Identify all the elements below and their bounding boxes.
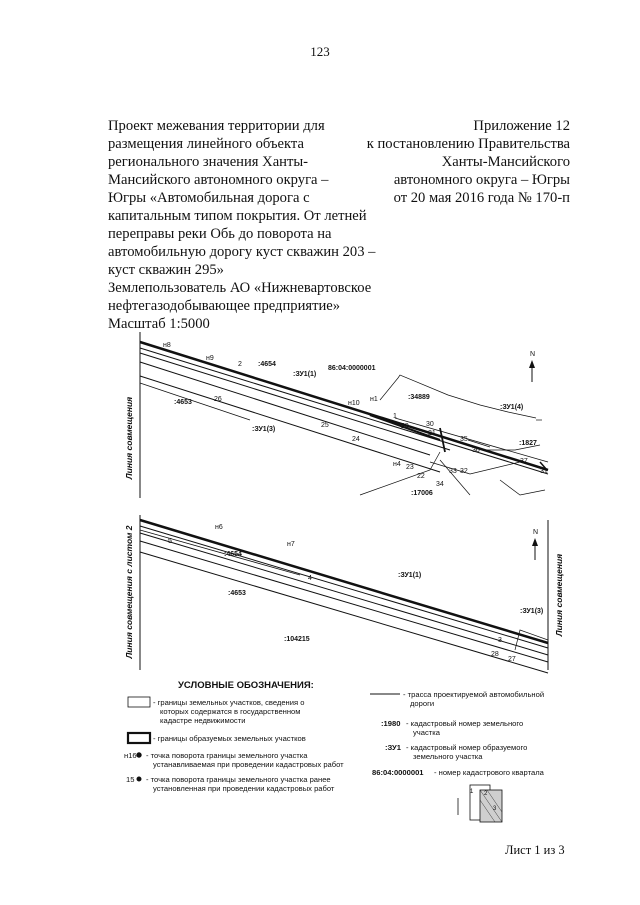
legend-text: установленная при проведении кадастровых работ (153, 784, 335, 793)
legend-item-new-parcel-number (406, 743, 527, 761)
appendix-line: Приложение 12 (473, 118, 570, 134)
appendix-line: к постановлению Правительства (366, 136, 570, 152)
legend-text: - трасса проектируемой автомобильной (403, 690, 545, 699)
point-label: 26 (214, 396, 222, 403)
point-label: н6 (215, 524, 223, 531)
land-user-line: Землепользователь АО «Нижневартовское (108, 280, 372, 296)
new-parcel-label: :ЗУ1(1) (293, 371, 317, 378)
title-line: размещения линейного объекта (108, 136, 304, 152)
legend-text: устанавливаемая при проведении кадастровых работ (153, 760, 344, 769)
legend-text: - точка поворота границы земельного участка (146, 751, 308, 760)
point-label: 3 (498, 637, 502, 644)
point-label: 21 (428, 430, 436, 437)
legend-item-quarter: - номер кадастрового квартала (434, 768, 544, 777)
legend-parcel-code: :1980 (381, 719, 401, 728)
legend-old-point-code: 15 (126, 775, 135, 784)
legend-item-new: - границы образуемых земельных участков (153, 734, 306, 743)
appendix-line: от 20 мая 2016 года № 170-п (393, 190, 570, 206)
point-label: 30 (426, 421, 434, 428)
new-parcel-label: :ЗУ1(4) (500, 404, 524, 411)
point-label: н1 (370, 396, 378, 403)
old-point-symbol (137, 777, 141, 781)
new-parcel-symbol (128, 733, 150, 743)
parcel-number: :1827 (519, 440, 537, 447)
road-boundary (140, 342, 548, 470)
north-label: N (533, 529, 539, 536)
land-user-line: нефтегазодобывающее предприятие» (108, 298, 341, 314)
point-label: 4 (308, 575, 312, 582)
existing-parcel-symbol (128, 697, 150, 707)
point-label: н9 (206, 355, 214, 362)
map-bottom (124, 515, 564, 673)
point-label: 1 (393, 413, 397, 420)
parcel-number: :34889 (408, 394, 430, 401)
point-label: 35 (460, 436, 468, 443)
cadastral-quarter: 86:04:0000001 (328, 365, 376, 372)
parcel-number: :4653 (174, 399, 192, 406)
parcel-number: :104215 (284, 636, 310, 643)
point-label: 36 (472, 447, 480, 454)
north-label: N (530, 351, 536, 358)
title-line: куст скважин 295» (108, 262, 224, 278)
legend-text: земельного участка (413, 752, 483, 761)
point-label: н4 (393, 461, 401, 468)
combination-line-label: Линия совмещения (124, 396, 134, 480)
appendix-line: Ханты-Мансийского (441, 154, 570, 170)
legend-item-road (403, 690, 544, 708)
parcel-number: :4653 (228, 590, 246, 597)
point-label: 31 (540, 468, 548, 475)
legend-text: - кадастровый номер образуемого (406, 743, 528, 752)
legend-text: дороги (410, 699, 435, 708)
road-boundary (140, 520, 548, 643)
point-label: н8 (163, 342, 171, 349)
title-line: Югры «Автомобильная дорога с (108, 190, 310, 206)
new-parcel-label: :ЗУ1(1) (398, 572, 422, 579)
map-top (124, 330, 558, 498)
sheet-layout-diagram (458, 785, 502, 822)
point-label: 37 (520, 458, 528, 465)
legend-new-parcel-code: :ЗУ1 (385, 743, 401, 752)
legend-text: которых содержатся в государственном (160, 707, 301, 716)
legend-item-existing (153, 698, 304, 725)
point-label: 29 (401, 423, 409, 430)
legend-item-old-point (146, 775, 334, 793)
legend-quarter-code: 86:04:0000001 (372, 768, 424, 777)
legend-title: УСЛОВНЫЕ ОБОЗНАЧЕНИЯ: (178, 680, 314, 691)
sheet-diagram-label: 2 (484, 791, 488, 797)
parcel-number: :17006 (411, 490, 433, 497)
title-line: автомобильную дорогу куст скважин 203 – (108, 244, 376, 260)
point-label: н10 (348, 400, 360, 407)
new-parcel-label: :ЗУ1(3) (520, 608, 544, 615)
parcel-number: :4654 (224, 551, 242, 558)
title-line: регионального значения Ханты- (108, 154, 309, 170)
title-line: Проект межевания территории для (108, 118, 325, 134)
page-number: 123 (310, 44, 330, 59)
point-label: 32 (460, 468, 468, 475)
point-label: 5 (168, 538, 172, 545)
point-label: 25 (321, 422, 329, 429)
point-label: 2 (238, 361, 242, 368)
point-label: 24 (352, 436, 360, 443)
point-label: 27 (508, 656, 516, 663)
combination-line-label: Линия совмещения с листом 2 (124, 525, 134, 659)
legend-text: кадастре недвижимости (160, 716, 246, 725)
legend-new-point-code: н16 (124, 751, 137, 760)
title-line: Мансийского автономного округа – (108, 172, 329, 188)
combination-line-label: Линия совмещения (554, 553, 564, 637)
title-line: капитальным типом покрытия. От летней (108, 208, 367, 224)
legend-text: - кадастровый номер земельного (406, 719, 524, 728)
appendix-line: автономного округа – Югры (393, 172, 570, 188)
title-line: переправы реки Обь до поворота на (108, 226, 332, 242)
sheet-indicator: Лист 1 из 3 (505, 843, 565, 857)
legend-item-parcel-number (406, 719, 523, 737)
legend-text: участка (413, 728, 440, 737)
point-label: 22 (417, 473, 425, 480)
new-parcel-label: :ЗУ1(3) (252, 426, 276, 433)
scale-line: Масштаб 1:5000 (108, 316, 210, 332)
legend-item-new-point (146, 751, 344, 769)
point-label: 28 (491, 651, 499, 658)
sheet-diagram-label: 3 (493, 806, 497, 812)
point-label: н7 (287, 541, 295, 548)
parcel-number: :4654 (258, 361, 276, 368)
point-label: 34 (436, 481, 444, 488)
point-label: 33 (449, 468, 457, 475)
point-label: 23 (406, 464, 414, 471)
legend-text: - точка поворота границы земельного участка ранее (146, 775, 331, 784)
legend-text: - границы земельных участков, сведения о (153, 698, 305, 707)
sheet-diagram-label: 1 (470, 789, 474, 795)
new-point-symbol (137, 753, 141, 757)
